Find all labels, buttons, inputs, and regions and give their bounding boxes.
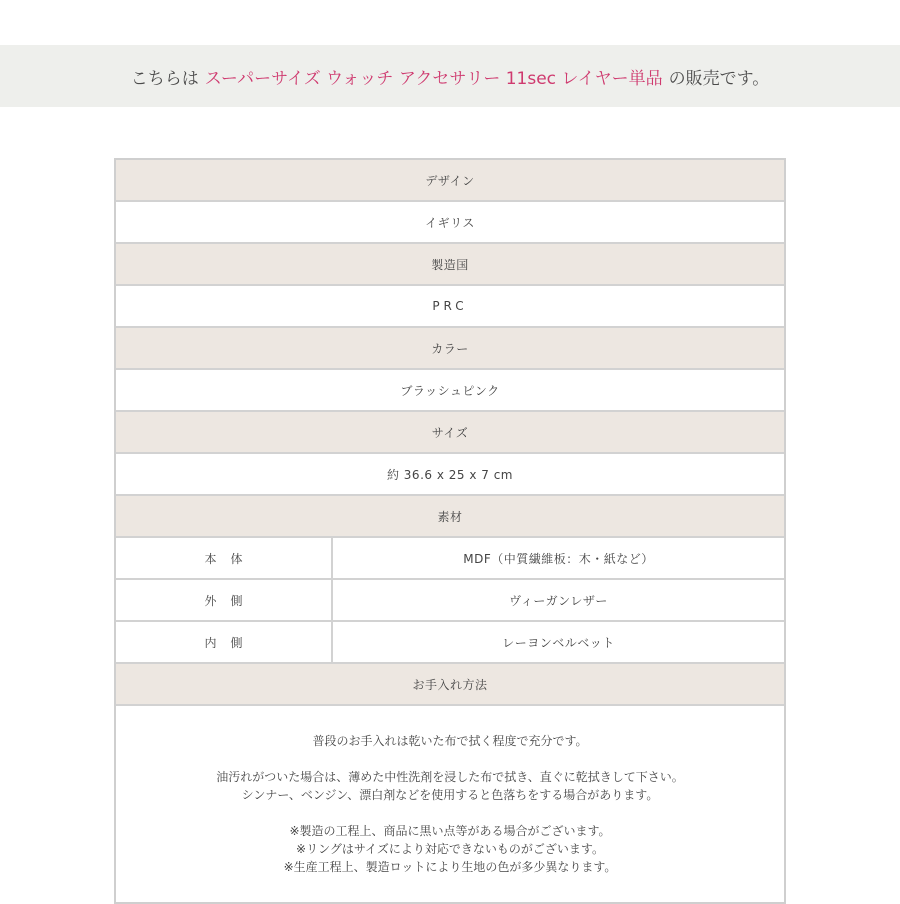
material-row-outer xyxy=(116,580,784,622)
size-label: サイズ xyxy=(431,425,469,440)
banner-product-name: スーパーサイズ ウォッチ アクセサリー 11sec レイヤー単品 xyxy=(204,68,663,89)
care-instructions xyxy=(116,706,784,902)
size-header xyxy=(116,412,784,454)
material-part-label: 本体 xyxy=(116,538,333,578)
banner-suffix: の販売です。 xyxy=(668,68,770,89)
care-text: 普段のお手入れは乾いた布で拭く程度で充分です。 xyxy=(312,734,588,748)
origin-value: PRC xyxy=(432,299,468,313)
care-note: ※生産工程上、製造ロットにより生地の色が多少異なります。 xyxy=(283,860,617,874)
material-part-label: 内側 xyxy=(116,622,333,662)
color-value: ブラッシュピンク xyxy=(400,383,500,398)
spec-table xyxy=(114,158,786,904)
color-label: カラー xyxy=(431,341,469,356)
design-header xyxy=(116,160,784,202)
material-part-value: ヴィーガンレザー xyxy=(509,593,608,608)
color-header xyxy=(116,328,784,370)
design-value: イギリス xyxy=(425,215,475,230)
size-value: 約 36.6 x 25 x 7 cm xyxy=(386,467,513,482)
banner-prefix: こちらは xyxy=(130,68,199,89)
color-row xyxy=(116,370,784,412)
material-header xyxy=(116,496,784,538)
care-note: ※製造の工程上、商品に黒い点等がある場合がございます。 xyxy=(289,824,611,838)
material-part-value: レーヨンベルベット xyxy=(502,635,615,650)
design-label: デザイン xyxy=(425,173,475,188)
material-part-value: MDF（中質繊維板：木・紙など） xyxy=(463,551,654,566)
care-header xyxy=(116,664,784,706)
origin-label: 製造国 xyxy=(431,257,469,272)
origin-header xyxy=(116,244,784,286)
care-text: シンナー、ベンジン、漂白剤などを使用すると色落ちをする場合があります。 xyxy=(241,788,659,802)
care-note: ※リングはサイズにより対応できないものがございます。 xyxy=(296,842,604,856)
material-label: 素材 xyxy=(437,509,463,524)
size-row xyxy=(116,454,784,496)
material-row-inner xyxy=(116,622,784,664)
material-row-body xyxy=(116,538,784,580)
care-text: 油汚れがついた場合は、薄めた中性洗剤を浸した布で拭き、直ぐに乾拭きして下さい。 xyxy=(216,770,684,784)
design-row xyxy=(116,202,784,244)
material-part-label: 外側 xyxy=(116,580,333,620)
origin-row xyxy=(116,286,784,328)
intro-banner xyxy=(0,45,900,107)
care-label: お手入れ方法 xyxy=(412,677,488,692)
